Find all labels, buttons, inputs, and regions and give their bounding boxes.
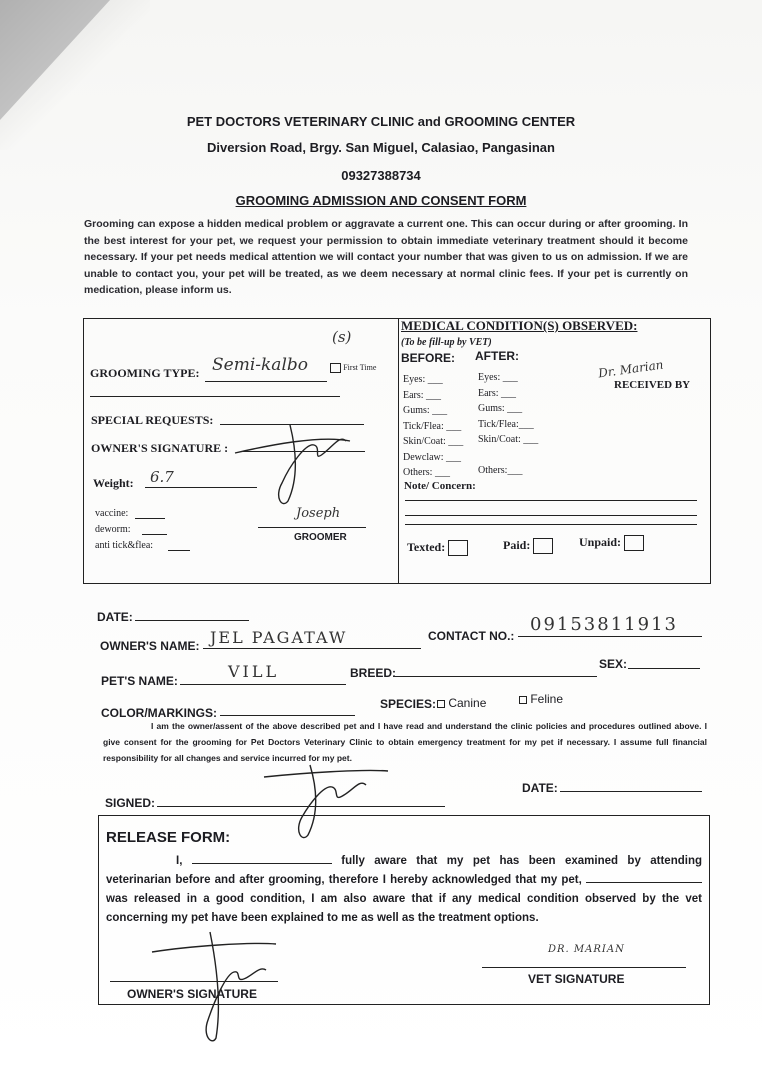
color-line	[220, 715, 355, 716]
intro-paragraph: Grooming can expose a hidden medical problem or aggravate a current one. This can occur during or after grooming. In the best interest for your pet, we request your permission to obtain immediate veterinary treatment should it become necessary. If your pet needs medical attention we will contact your number that was given to us on admission. If we are unable to contact you, your pet will be treated, as we deem necessary at normal clinic fees. If your pet is currently on medication, please inform us.	[84, 218, 688, 296]
medical-title: MEDICAL CONDITION(S) OBSERVED:	[401, 318, 638, 333]
after-tickflea: Tick/Flea:___	[478, 418, 534, 430]
texted-label: Texted:	[407, 540, 446, 554]
weight-value: 6.7	[150, 468, 174, 486]
vaccine-line	[135, 518, 165, 519]
note-line-1	[405, 500, 697, 501]
before-gums: Gums: ___	[403, 405, 448, 416]
after-list	[478, 370, 538, 479]
breed-line	[393, 676, 597, 677]
antitick-label: anti tick&flea:	[95, 540, 154, 551]
box-divider	[398, 318, 399, 584]
release-vet-signature-label: VET SIGNATURE	[528, 972, 625, 986]
before-skincoat: Skin/Coat: ___	[403, 436, 464, 447]
first-time-option[interactable]	[330, 363, 376, 373]
first-time-checkbox[interactable]	[330, 363, 341, 373]
groomer-line	[258, 527, 366, 528]
texted-field[interactable]	[407, 540, 468, 556]
before-eyes: Eyes: ___	[403, 374, 443, 385]
contact-label: CONTACT NO.:	[428, 629, 515, 643]
consent-paragraph: I am the owner/assent of the above described pet and I have read and understand the clinic policies and procedures outlined above. I give consent for the grooming for Pet Doctors Veterinary Clinic to obtain emergency treatment for my pet if necessary. I assume full financial responsibility for all changes and service incurred for my pet.	[103, 721, 707, 763]
after-ears: Ears: ___	[478, 387, 517, 399]
after-skincoat: Skin/Coat: ___	[478, 434, 539, 445]
paid-label: Paid:	[503, 538, 531, 552]
owner-name-value: JEL PAGATAW	[210, 628, 348, 647]
first-time-label: First Time	[343, 363, 377, 373]
feline-label: Feline	[530, 692, 564, 706]
canine-checkbox[interactable]	[437, 700, 445, 708]
before-tickflea: Tick/Flea: ___	[403, 420, 462, 432]
after-label: AFTER:	[475, 349, 519, 363]
pet-name-line	[180, 684, 346, 685]
clinic-address: Diversion Road, Brgy. San Miguel, Calasiao, Pangasinan	[207, 140, 555, 155]
antitick-line	[168, 550, 190, 551]
weight-label: Weight:	[93, 476, 134, 490]
deworm-line	[142, 534, 167, 535]
before-list	[403, 372, 463, 481]
release-text-2: fully aware that my pet has been examined by attending veterinarian before and after grooming, therefore I hereby acknowledged that my pet,	[106, 855, 702, 886]
groomer-label: GROOMER	[294, 532, 347, 543]
owner-signature-label: OWNER'S SIGNATURE :	[91, 441, 229, 455]
signed-signature-scribble	[262, 755, 392, 845]
signed-date-line	[560, 791, 702, 792]
release-owner-signature-scribble	[150, 912, 280, 1052]
release-text-1: I,	[176, 855, 183, 867]
before-ears: Ears: ___	[403, 389, 442, 401]
vet-signature-value: DR. MARIAN	[548, 944, 625, 955]
signed-label: SIGNED:	[105, 796, 156, 810]
feline-option[interactable]	[519, 692, 563, 706]
before-label: BEFORE:	[401, 351, 455, 365]
grooming-type-line	[205, 381, 327, 382]
sex-line	[628, 668, 700, 669]
note-line-3	[405, 524, 697, 525]
vet-signature-line	[482, 967, 686, 968]
grooming-type-mark: (s)	[332, 328, 352, 346]
grooming-type-label: GROOMING TYPE:	[90, 366, 200, 380]
paid-checkbox[interactable]	[533, 538, 553, 554]
release-name-blank	[192, 854, 332, 864]
breed-label: BREED:	[350, 666, 397, 680]
pet-name-label: PET'S NAME:	[101, 674, 178, 688]
date-label: DATE:	[97, 610, 133, 624]
paid-field[interactable]	[503, 538, 553, 554]
note-label: Note/ Concern:	[404, 480, 476, 492]
release-text-3: was released in a good condition, I am also aware that if any medical condition observed by the vet concerning my pet have been explained to me as well as the treatment options.	[106, 893, 702, 924]
release-title: RELEASE FORM:	[106, 829, 231, 846]
special-requests-label: SPECIAL REQUESTS:	[91, 413, 214, 427]
release-pet-blank	[586, 873, 702, 883]
grooming-type-line-2	[90, 396, 340, 397]
after-eyes: Eyes: ___	[478, 372, 518, 383]
groomer-value: Joseph	[296, 506, 341, 521]
after-gums: Gums: ___	[478, 403, 523, 414]
unpaid-label: Unpaid:	[579, 535, 622, 549]
unpaid-field[interactable]	[579, 535, 644, 551]
date-line	[135, 620, 249, 621]
unpaid-checkbox[interactable]	[624, 535, 644, 551]
pet-name-value: VILL	[228, 662, 280, 681]
color-label: COLOR/MARKINGS:	[101, 706, 217, 720]
signed-date-label: DATE:	[522, 781, 558, 795]
owner-name-line	[203, 648, 421, 649]
contact-line	[518, 636, 702, 637]
sex-label: SEX:	[599, 657, 628, 671]
owner-name-label: OWNER'S NAME:	[100, 639, 200, 653]
feline-checkbox[interactable]	[519, 696, 527, 704]
deworm-label: deworm:	[95, 524, 131, 535]
grooming-type-value: Semi-kalbo	[212, 355, 308, 375]
release-owner-signature-label: OWNER'S SIGNATURE	[127, 987, 257, 1001]
species-label: SPECIES:	[380, 697, 437, 711]
texted-checkbox[interactable]	[448, 540, 468, 556]
owner-signature-scribble	[230, 405, 360, 515]
received-by-label: RECEIVED BY	[614, 379, 691, 391]
before-others: Others: ___	[403, 467, 450, 478]
medical-subtitle: (To be fill-up by VET)	[401, 337, 492, 348]
form-title: GROOMING ADMISSION AND CONSENT FORM	[235, 193, 527, 208]
contact-value: 09153811913	[530, 614, 678, 635]
canine-option[interactable]	[437, 696, 486, 710]
canine-label: Canine	[448, 696, 487, 710]
after-others: Others:___	[478, 465, 523, 476]
clinic-phone: 09327388734	[341, 168, 421, 183]
before-dewclaw: Dewclaw: ___	[403, 451, 462, 463]
note-line-2	[405, 515, 697, 516]
clinic-name: PET DOCTORS VETERINARY CLINIC and GROOMING CENTER	[186, 114, 576, 129]
vaccine-label: vaccine:	[95, 508, 129, 519]
received-by-value: Dr. Marian	[597, 357, 665, 381]
